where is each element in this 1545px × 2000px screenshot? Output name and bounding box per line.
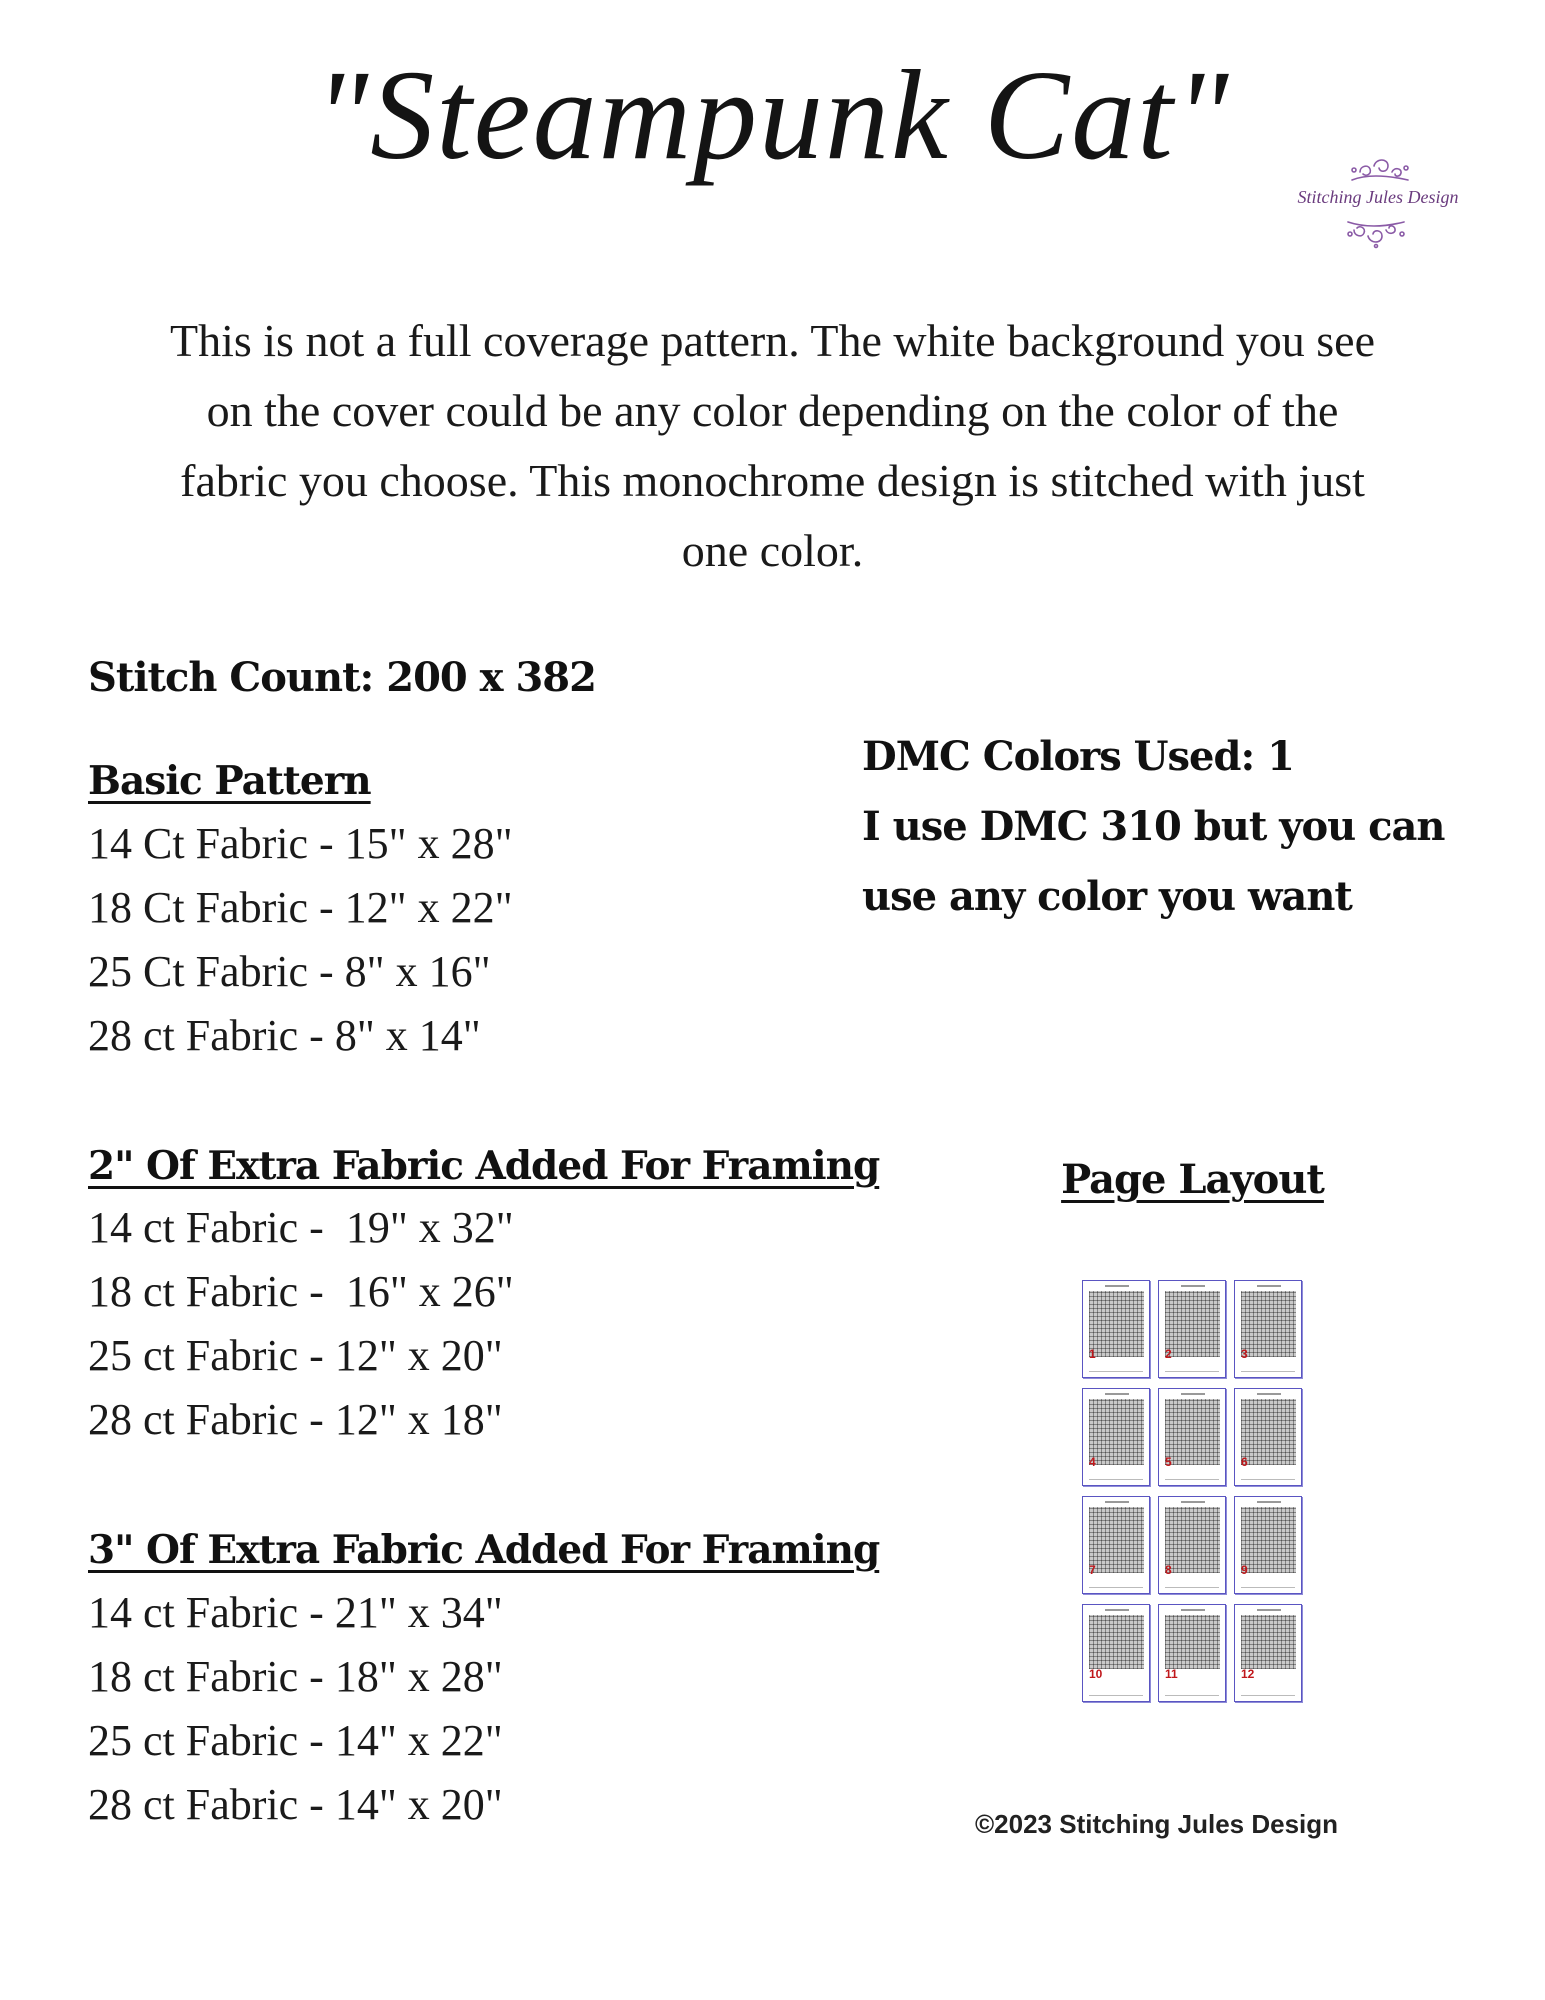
dmc-note-line-1: I use DMC 310 but you can [862,803,1445,850]
page-thumbnail [1234,1496,1302,1594]
chart-grid-preview [1165,1615,1220,1669]
page-thumbnail [1234,1388,1302,1486]
thumbnail-footer [1089,1587,1143,1588]
list-item: 14 ct Fabric - 21" x 34" [88,1588,503,1637]
page-number: 11 [1165,1667,1178,1681]
thumbnail-footer [1089,1695,1143,1696]
intro-paragraph: This is not a full coverage pattern. The white background you see on the cover could be any color depending on the color of the fabric you choose. This monochrome design is stitched with just one color. [169,315,1375,576]
copyright-notice: ©2023 Stitching Jules Design [975,1809,1339,1839]
thumbnail-header [1105,1285,1129,1287]
page-thumbnail [1158,1280,1226,1378]
thumbnail-header [1257,1393,1281,1395]
thumbnail-header [1105,1501,1129,1503]
thumbnail-footer [1165,1587,1219,1588]
list-item: 25 Ct Fabric - 8" x 16" [88,947,491,996]
basic-pattern-heading: Basic Pattern [88,758,371,804]
thumbnail-header [1257,1501,1281,1503]
page-number: 6 [1241,1455,1248,1469]
page-thumbnail [1158,1496,1226,1594]
document-title: "Steampunk Cat" [314,44,1231,186]
thumbnail-footer [1241,1371,1295,1372]
chart-grid-preview [1089,1399,1144,1465]
thumbnail-header [1257,1609,1281,1611]
page-layout-heading: Page Layout [1061,1156,1324,1203]
page-thumbnail [1082,1604,1150,1702]
list-item: 14 ct Fabric - 19" x 32" [88,1203,514,1252]
page-thumbnail [1082,1280,1150,1378]
thumbnail-header [1257,1285,1281,1287]
thumbnail-footer [1165,1479,1219,1480]
chart-grid-preview [1089,1291,1144,1357]
thumbnail-footer [1241,1479,1295,1480]
list-item: 14 Ct Fabric - 15" x 28" [88,819,513,868]
chart-grid-preview [1241,1399,1296,1465]
thumbnail-footer [1089,1479,1143,1480]
framing-3in-list [88,1581,503,1837]
page-number: 9 [1241,1563,1248,1577]
chart-grid-preview [1241,1615,1296,1669]
chart-grid-preview [1165,1399,1220,1465]
thumbnail-header [1105,1393,1129,1395]
brand-logo [1288,150,1468,260]
page-thumbnail [1234,1604,1302,1702]
page-number: 3 [1241,1347,1248,1361]
page-layout-grid [1082,1280,1307,1705]
thumbnail-header [1105,1609,1129,1611]
page-thumbnail [1158,1604,1226,1702]
list-item: 18 Ct Fabric - 12" x 22" [88,883,513,932]
page-number: 12 [1241,1667,1255,1681]
chart-grid-preview [1241,1291,1296,1357]
list-item: 25 ct Fabric - 12" x 20" [88,1331,503,1380]
page-number: 2 [1165,1347,1172,1361]
list-item: 18 ct Fabric - 16" x 26" [88,1267,514,1316]
chart-grid-preview [1241,1507,1296,1573]
chart-grid-preview [1089,1507,1144,1573]
thumbnail-header [1181,1501,1205,1503]
framing-3in-heading: 3" Of Extra Fabric Added For Framing [88,1527,880,1573]
list-item: 28 ct Fabric - 14" x 20" [88,1780,503,1829]
list-item: 28 ct Fabric - 12" x 18" [88,1395,503,1444]
basic-pattern-list [88,812,513,1068]
thumbnail-header [1181,1393,1205,1395]
dmc-colors-used: DMC Colors Used: 1 [862,733,1294,780]
dmc-colors-block [862,722,1445,932]
page-thumbnail [1234,1280,1302,1378]
thumbnail-footer [1089,1371,1143,1372]
thumbnail-footer [1165,1695,1219,1696]
thumbnail-footer [1165,1371,1219,1372]
thumbnail-footer [1241,1587,1295,1588]
page-number: 8 [1165,1563,1172,1577]
chart-grid-preview [1089,1615,1144,1669]
page-thumbnail [1082,1388,1150,1486]
page-number: 7 [1089,1563,1096,1577]
stitch-count: Stitch Count: 200 x 382 [88,654,596,701]
list-item: 28 ct Fabric - 8" x 14" [88,1011,481,1060]
list-item: 18 ct Fabric - 18" x 28" [88,1652,503,1701]
list-item: 25 ct Fabric - 14" x 22" [88,1716,503,1765]
page-number: 10 [1089,1667,1103,1681]
thumbnail-header [1181,1285,1205,1287]
thumbnail-footer [1241,1695,1295,1696]
framing-2in-heading: 2" Of Extra Fabric Added For Framing [88,1143,880,1189]
page-number: 5 [1165,1455,1172,1469]
page-thumbnail [1158,1388,1226,1486]
dmc-note-line-2: use any color you want [862,873,1352,920]
page-number: 1 [1089,1347,1096,1361]
framing-2in-list [88,1196,514,1452]
logo-text: Stitching Jules Design [1297,187,1459,207]
page-thumbnail [1082,1496,1150,1594]
chart-grid-preview [1165,1507,1220,1573]
chart-grid-preview [1165,1291,1220,1357]
thumbnail-header [1181,1609,1205,1611]
page-number: 4 [1089,1455,1096,1469]
